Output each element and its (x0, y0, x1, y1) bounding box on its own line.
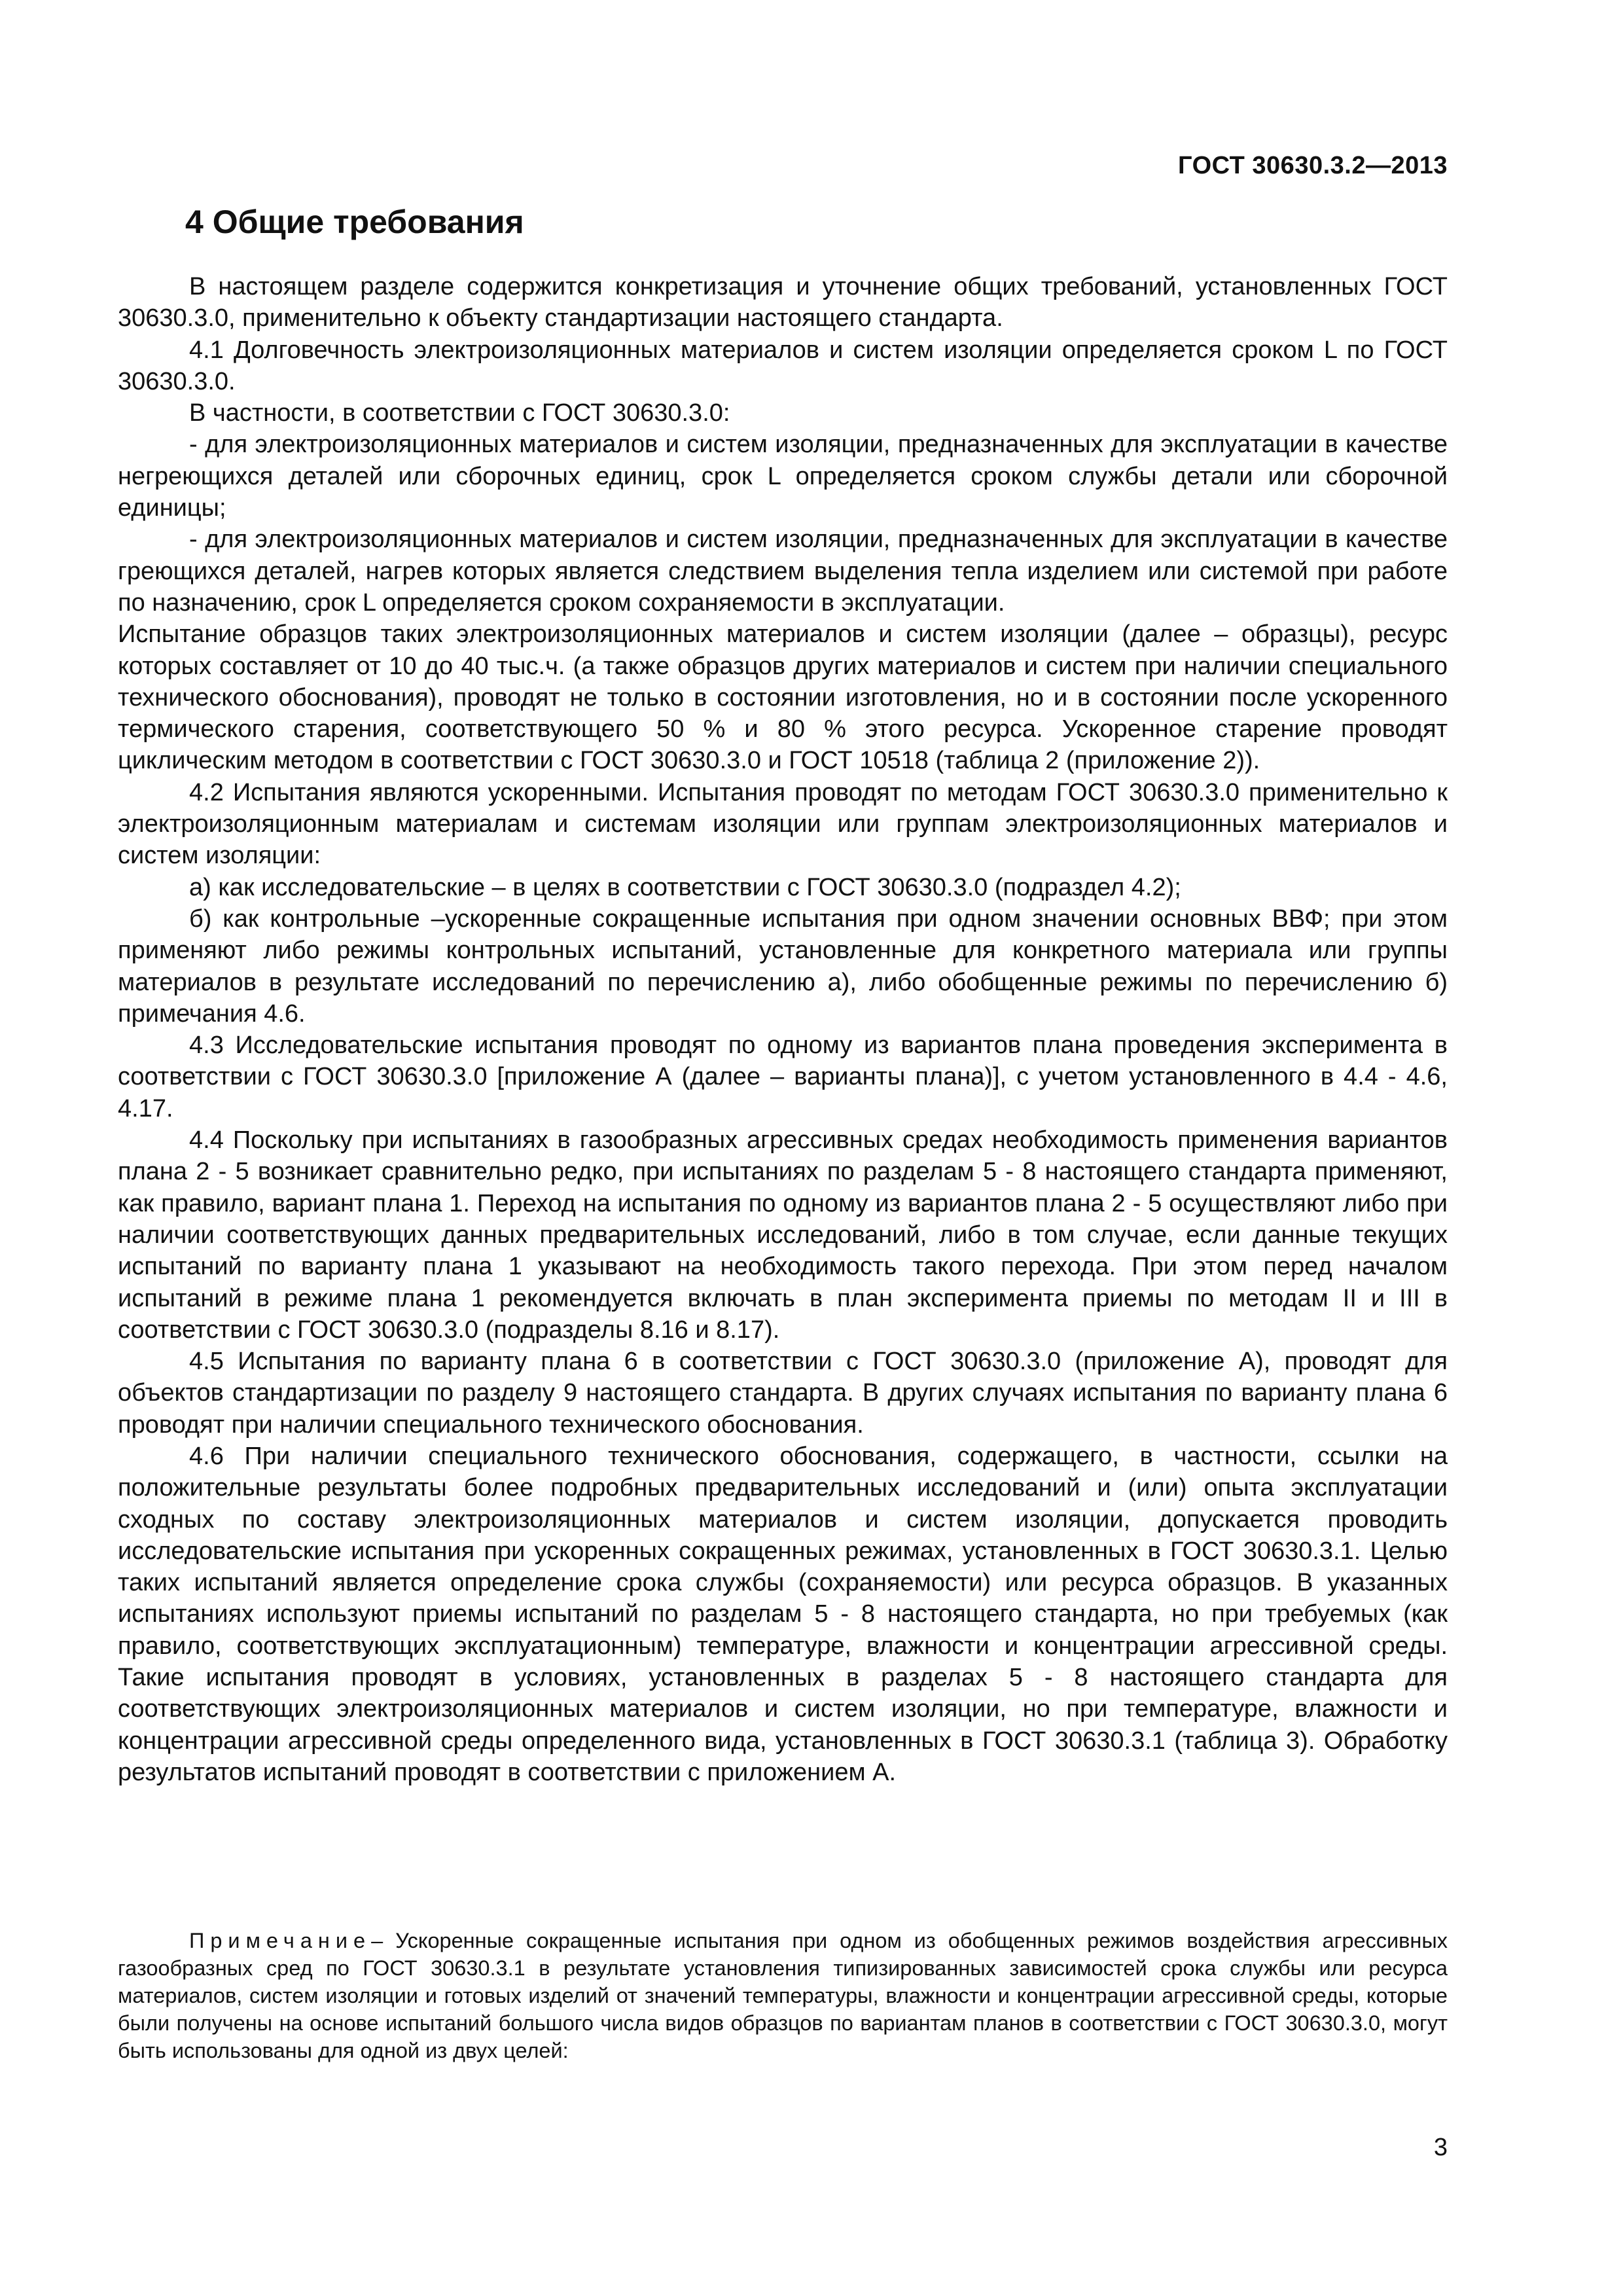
paragraph-4-1: 4.1 Долговечность электроизоляционных материалов и систем изоляции определяется сроком L по ГОСТ 30630.3.0. (118, 336, 1448, 395)
page-number: 3 (1433, 2134, 1448, 2161)
list-item-b: б) как контрольные –ускоренные сокращенные испытания при одном значении основных ВВФ; при этом применяют либо режимы контрольных испытаний, установленные для конкретного материала или группы материалов в результате исследований по перечислению а), либо обобщенные режимы по перечислению б) примечания 4.6. (118, 905, 1448, 1028)
section-title: 4 Общие требования (185, 204, 524, 240)
paragraph-4-3: 4.3 Исследовательские испытания проводят по одному из вариантов плана проведения эксперимента в соответствии с ГОСТ 30630.3.0 [приложение А (далее – варианты плана)], с учетом установленного в 4.4 - 4.6, 4.17. (118, 1031, 1448, 1122)
note-dash: – (371, 1929, 383, 1952)
paragraph-intro: В настоящем разделе содержится конкретизация и уточнение общих требований, установленных ГОСТ 30630.3.0, применительно к объекту стандартизации настоящего стандарта. (118, 273, 1448, 332)
list-item-non-heating: - для электроизоляционных материалов и систем изоляции, предназначенных для эксплуатации в качестве негреющихся деталей или сборочных единиц, срок L определяется сроком службы детали или сборочной единицы; (118, 431, 1448, 522)
note-label: Примечание (189, 1929, 372, 1952)
paragraph-4-4: 4.4 Поскольку при испытаниях в газообразных агрессивных средах необходимость применения вариантов плана 2 - 5 возникает сравнительно редко, при испытаниях по разделам 5 - 8 настоящего стандарта применяют, как правило, вариант плана 1. Переход на испытания по одному из вариантов плана 2 - 5 осуществляют либо при наличии соответствующих данных предварительных исследований, либо в том случае, если данные текущих испытаний по варианту плана 1 указывают на необходимость такого перехода. При этом перед началом испытаний в режиме плана 1 рекомендуется включать в план эксперимента приемы по методам II и III в соответствии с ГОСТ 30630.3.0 (подразделы 8.16 и 8.17). (118, 1126, 1448, 1344)
list-item-a: а) как исследовательские – в целях в соответствии с ГОСТ 30630.3.0 (подраздел 4.2); (189, 873, 1181, 901)
section-body (118, 271, 1448, 1788)
paragraph-in-particular: В частности, в соответствии с ГОСТ 30630.3.0: (189, 399, 730, 427)
list-item-heating: - для электроизоляционных материалов и систем изоляции, предназначенных для эксплуатации в качестве греющихся деталей, нагрев которых является следствием выделения тепла изделием или системой при работе по назначению, срок L определяется сроком сохраняемости в эксплуатации. (118, 526, 1448, 617)
paragraph-4-6: 4.6 При наличии специального технического обоснования, содержащего, в частности, ссылки на положительные результаты более подробных предварительных исследований и (или) опыта эксплуатации сходных по составу электроизоляционных материалов и систем изоляции, допускается проводить исследовательские испытания при ускоренных сокращенных режимах, установленных в ГОСТ 30630.3.1. Целью таких испытаний является определение срока службы (сохраняемости) или ресурса образцов. В указанных испытаниях используют приемы испытаний по разделам 5 - 8 настоящего стандарта, но при требуемых (как правило, соответствующих эксплуатационным) температуре, влажности и концентрации агрессивной среды. Такие испытания проводят в условиях, установленных в разделах 5 - 8 настоящего стандарта для соответствующих электроизоляционных материалов и систем изоляции, но при температуре, влажности и концентрации агрессивной среды определенного вида, установленных в ГОСТ 30630.3.1 (таблица 3). Обработку результатов испытаний проводят в соответствии с приложением А. (118, 1442, 1448, 1786)
document-code-header: ГОСТ 30630.3.2—2013 (1178, 152, 1448, 179)
note-text: Ускоренные сокращенные испытания при одном из обобщенных режимов воздействия агрессивных газообразных сред по ГОСТ 30630.3.1 в результате установления типизированных зависимостей срока службы или ресурса материалов, систем изоляции и готовых изделий от значений температуры, влажности и концентрации агрессивной среды, которые были получены на основе испытаний большого числа видов образцов по вариантам планов в соответствии с ГОСТ 30630.3.0, могут быть использованы для одной из двух целей: (118, 1929, 1448, 2062)
note-block (118, 1927, 1448, 2064)
paragraph-sample-testing: Испытание образцов таких электроизоляционных материалов и систем изоляции (далее – образцы), ресурс которых составляет от 10 до 40 тыс.ч. (а также образцов других материалов и систем при наличии специального технического обоснования), проводят не только в состоянии изготовления, но и в состоянии после ускоренного термического старения, соответствующего 50 % и 80 % этого ресурса. Ускоренное старение проводят циклическим методом в соответствии с ГОСТ 30630.3.0 и ГОСТ 10518 (таблица 2 (приложение 2)). (118, 620, 1448, 775)
paragraph-4-5: 4.5 Испытания по варианту плана 6 в соответствии с ГОСТ 30630.3.0 (приложение А), проводят для объектов стандартизации по разделу 9 настоящего стандарта. В других случаях испытания по варианту плана 6 проводят при наличии специального технического обоснования. (118, 1348, 1448, 1439)
paragraph-4-2: 4.2 Испытания являются ускоренными. Испытания проводят по методам ГОСТ 30630.3.0 применительно к электроизоляционным материалам и системам изоляции или группам электроизоляционных материалов и систем изоляции: (118, 778, 1448, 870)
